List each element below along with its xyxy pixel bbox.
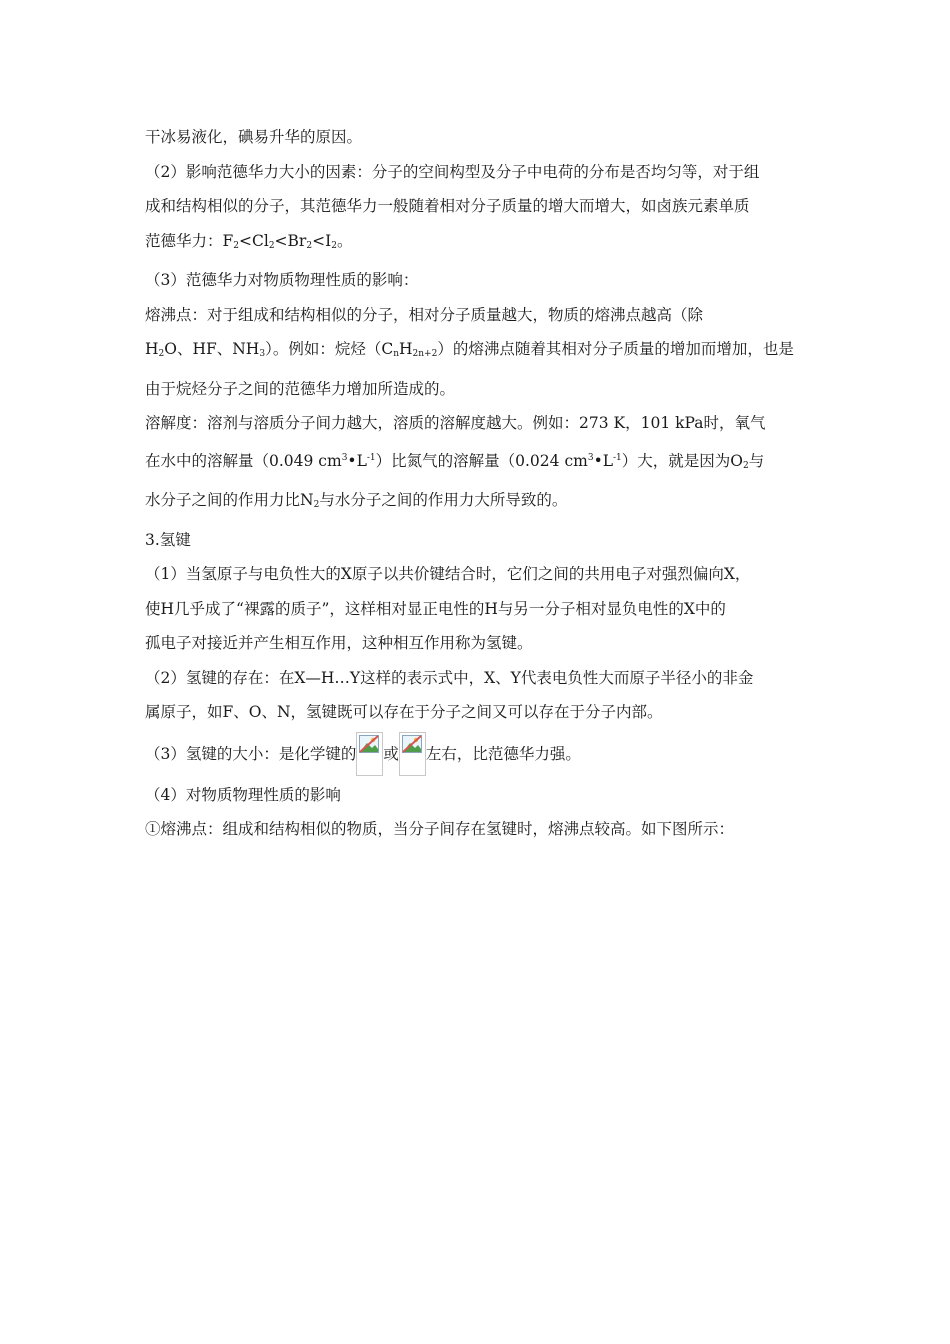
text-run: H [145,340,159,358]
text-run: <Br [274,231,307,250]
paragraph-line [145,483,810,523]
text-run: 。 [336,231,353,250]
text-run: 在水中的溶解量（0.049 cm [145,451,342,470]
text-run: 范德华力：F [145,231,234,250]
superscript: 3 [341,452,348,463]
paragraph-line [145,730,810,778]
section-heading: 3.氢键 [145,530,191,549]
text-run: ）的熔沸点随着其相对分子质量的增加而增加，也是 [437,340,794,358]
paragraph-line: 溶解度：溶剂与溶质分子间力越大，溶质的溶解度越大。例如：273 K，101 kPa时，氧气 [145,414,766,432]
text-run: H [398,340,413,358]
text-run: ）大，就是因为O [621,451,743,470]
text-run: •L [593,451,613,470]
text-run: 与 [748,451,765,470]
text-run: <I [312,231,332,250]
paragraph-line: （2）氢键的存在：在X—H…Y这样的表示式中，X、Y代表电负性大而原子半径小的非金 [145,668,754,687]
subscript: n [393,349,399,359]
text-run: •L [347,451,367,470]
paragraph-line: ①熔沸点：组成和结构相似的物质，当分子间存在氢键时，熔沸点较高。如下图所示： [145,820,735,838]
paragraph-line: 使H几乎成了“裸露的质子”，这样相对显正电性的H与另一分子相对显负电性的X中的 [145,599,726,618]
subscript: 2 [313,500,320,510]
subscript: 2 [268,240,275,251]
text-run: O、HF、NH [164,340,260,358]
paragraph-line: 属原子，如F、O、N，氢键既可以存在于分子之间又可以存在于分子内部。 [145,703,663,721]
superscript: 3 [587,452,594,463]
superscript: -1 [366,452,376,463]
paragraph-line: （4）对物质物理性质的影响 [145,785,341,804]
superscript: -1 [613,452,622,463]
paragraph-line [145,332,810,372]
subscript: 2 [306,240,313,251]
subscript: 2n+2 [412,349,438,359]
text-run: ）比氮气的溶解量（0.024 cm [375,451,588,470]
subscript: 2 [158,349,165,359]
paragraph-line: 成和结构相似的分子，其范德华力一般随着相对分子质量的增大而增大，如卤族元素单质 [145,197,750,215]
text-run: 水分子之间的作用力比N [145,491,314,509]
text-run: ）。例如：烷烃（C [265,340,394,358]
broken-image-icon [399,732,426,776]
text-run: （3）氢键的大小：是化学键的 [145,744,357,763]
text-run: 或 [383,744,399,763]
document-body [145,120,810,847]
text-run: 与水分子之间的作用力大所导致的。 [319,491,568,509]
text-run: 左右，比范德华力强。 [425,744,581,763]
subscript: 2 [743,460,749,471]
paragraph-line: （2）影响范德华力大小的因素：分子的空间构型及分子中电荷的分布是否均匀等，对于组 [145,162,760,181]
paragraph-line: 干冰易液化，碘易升华的原因。 [145,128,363,146]
subscript: 2 [331,240,337,251]
paragraph-line: 孤电子对接近并产生相互作用，这种相互作用称为氢键。 [145,634,533,652]
paragraph-line: 熔沸点：对于组成和结构相似的分子，相对分子质量越大，物质的熔沸点越高（除 [145,305,704,324]
paragraph-line [145,441,810,484]
subscript: 3 [259,349,266,359]
broken-image-icon [356,732,383,776]
paragraph-line [145,224,810,264]
paragraph-line: （3）范德华力对物质物理性质的影响： [145,271,419,289]
text-run: <Cl [239,231,269,250]
subscript: 2 [233,240,239,251]
paragraph-line: 由于烷烃分子之间的范德华力增加所造成的。 [145,379,456,398]
paragraph-line: （1）当氢原子与电负性大的X原子以共价键结合时，它们之间的共用电子对强烈偏向X， [145,565,751,583]
